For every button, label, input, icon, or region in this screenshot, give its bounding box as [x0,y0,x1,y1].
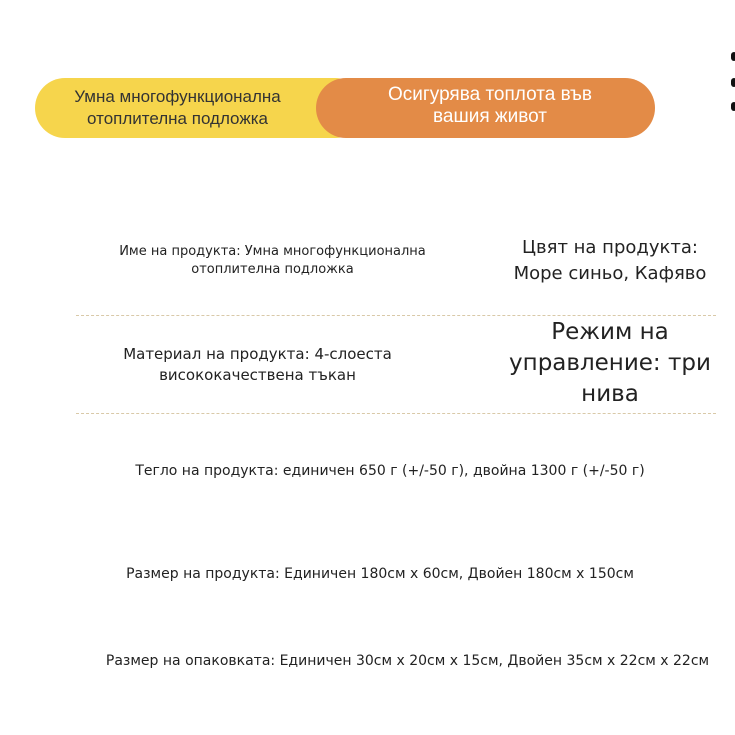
spec-color: Цвят на продукта: Море синьо, Кафяво [513,237,707,284]
decorative-dot [731,52,735,61]
divider [76,315,716,316]
spec-material: Материал на продукта: 4-слоеста висококачествена тъкан [123,345,392,384]
banner-right-text: Осигурява топлота във вашия живот [387,84,593,127]
decorative-dot [731,78,735,87]
spec-weight: Тегло на продукта: единичен 650 г (+/-50 г), двойна 1300 г (+/-50 г) [135,463,645,479]
banner-left-text: Умна многофункционална отоплителна подложка [74,87,281,128]
divider [76,413,716,414]
spec-package-size: Размер на опаковката: Единичен 30см x 20см x 15см, Двойен 35см x 22см x 22см [105,653,710,669]
decorative-dot [731,102,735,111]
spec-name: Име на продукта: Умна многофункционална отоплителна подложка [119,244,426,277]
spec-size: Размер на продукта: Единичен 180см x 60см, Двойен 180см x 150см [126,566,634,582]
spec-control-mode: Режим на управление: три нива [509,319,711,407]
